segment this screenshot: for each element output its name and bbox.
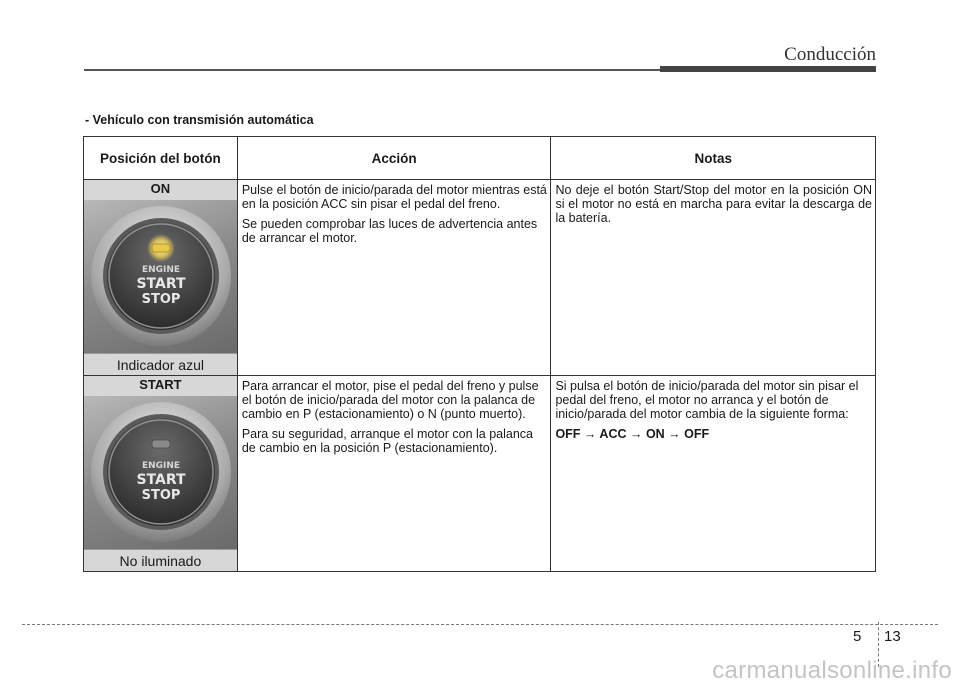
section-number: 5 bbox=[853, 628, 862, 645]
button-stop-text: STOP bbox=[141, 292, 181, 307]
action-paragraph: Para su seguridad, arranque el motor con la palanca de cambio en la posición P (estacionamiento). bbox=[241, 427, 533, 455]
section-title: - Vehículo con transmisión automática bbox=[85, 113, 314, 127]
footer-rule bbox=[22, 624, 938, 625]
table-row bbox=[84, 376, 876, 572]
action-paragraph: Pulse el botón de inicio/parada del motor mientras está en la posición ACC sin pisar el pedal del freno. bbox=[241, 183, 547, 211]
position-cell bbox=[84, 376, 238, 572]
page-number: 13 bbox=[884, 628, 901, 645]
column-header-notes: Notas bbox=[551, 137, 876, 180]
column-header-position: Posición del botón bbox=[84, 137, 238, 180]
indicator-caption: No iluminado bbox=[84, 549, 237, 571]
action-paragraph: Para arrancar el motor, pise el pedal del freno y pulse el botón de inicio/parada del motor con la palanca de cambio en P (estacionamiento) o N (punto muerto). bbox=[241, 379, 539, 421]
action-cell bbox=[237, 376, 551, 572]
header-bar bbox=[660, 66, 876, 72]
watermark: carmanualsonline.info bbox=[712, 657, 952, 684]
button-start-text: START bbox=[136, 276, 186, 292]
action-paragraph: Se pueden comprobar las luces de advertencia antes de arrancar el motor. bbox=[241, 217, 538, 245]
page-header-title: Conducción bbox=[784, 44, 876, 65]
notes-cell bbox=[551, 376, 876, 572]
position-cell bbox=[84, 180, 238, 376]
notes-cell bbox=[551, 180, 876, 376]
button-start-text: START bbox=[136, 472, 186, 488]
button-engine-text: ENGINE bbox=[141, 461, 181, 471]
state-label: START bbox=[84, 376, 237, 396]
notes-paragraph: Si pulsa el botón de inicio/parada del motor sin pisar el pedal del freno, el motor no arranca y el botón de inicio/parada del motor cambia de la siguiente forma: bbox=[555, 379, 859, 421]
indicator-caption: Indicador azul bbox=[84, 353, 237, 375]
engine-start-button-image bbox=[84, 396, 237, 549]
button-position-table bbox=[83, 136, 876, 572]
state-sequence: OFF → ACC → ON → OFF bbox=[555, 427, 710, 441]
engine-start-button-image bbox=[84, 200, 237, 353]
table-header-row bbox=[84, 137, 876, 180]
engine-start-button-icon bbox=[84, 200, 237, 353]
state-label: ON bbox=[84, 180, 237, 200]
column-header-action: Acción bbox=[237, 137, 551, 180]
button-engine-text: ENGINE bbox=[141, 265, 181, 275]
notes-paragraph: No deje el botón Start/Stop del motor en la posición ON si el motor no está en marcha para evitar la descarga de la batería. bbox=[555, 183, 872, 225]
header-rule bbox=[84, 69, 660, 71]
table-row bbox=[84, 180, 876, 376]
engine-start-button-icon bbox=[84, 396, 237, 549]
action-cell bbox=[237, 180, 551, 376]
button-stop-text: STOP bbox=[141, 488, 181, 503]
